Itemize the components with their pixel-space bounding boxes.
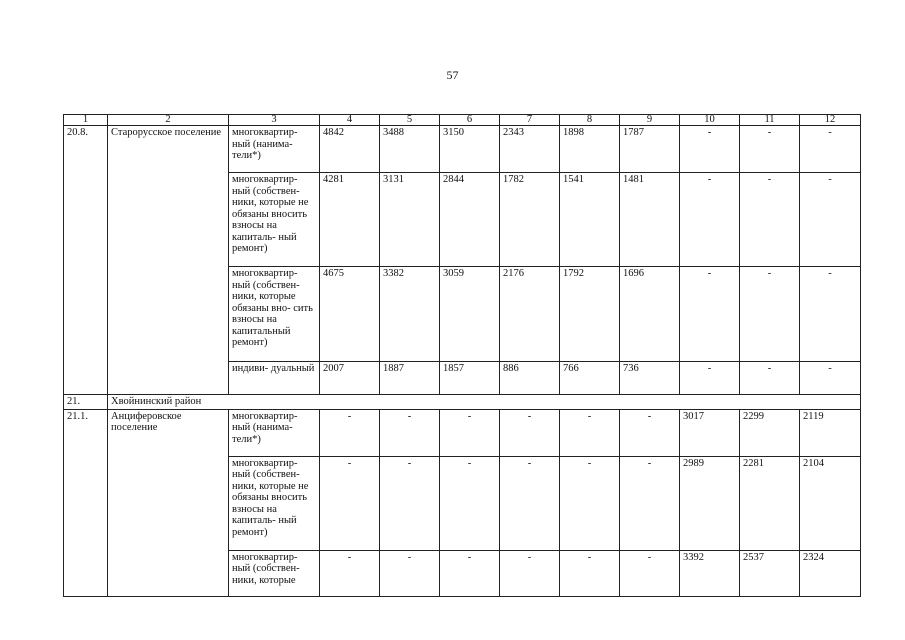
row-number: 20.8. [64,126,108,395]
value-cell: - [380,409,440,456]
value-cell: - [680,126,740,173]
housing-type: многоквартир- ный (нанима- тели*) [229,126,320,173]
column-header: 4 [320,115,380,126]
column-header: 9 [620,115,680,126]
column-header: 1 [64,115,108,126]
value-cell: - [740,173,800,267]
tariff-table [63,114,861,597]
column-header: 10 [680,115,740,126]
value-cell: 4675 [320,267,380,362]
value-cell: 3382 [380,267,440,362]
page-number: 57 [446,68,459,82]
value-cell: - [380,456,440,550]
column-header: 11 [740,115,800,126]
value-cell: - [740,126,800,173]
value-cell: - [440,409,500,456]
column-header: 12 [800,115,861,126]
value-cell: - [440,456,500,550]
value-cell: 2324 [800,550,861,596]
value-cell: - [380,550,440,596]
value-cell: 2989 [680,456,740,550]
value-cell: - [740,267,800,362]
value-cell: 766 [560,362,620,395]
value-cell: - [560,456,620,550]
value-cell: - [320,550,380,596]
value-cell: 3059 [440,267,500,362]
value-cell: 2281 [740,456,800,550]
settlement-name: Старорусское поселение [108,126,229,395]
value-cell: 4281 [320,173,380,267]
value-cell: 3017 [680,409,740,456]
value-cell: - [800,173,861,267]
table-row [64,126,861,173]
value-cell: - [500,409,560,456]
housing-type: многоквартир- ный (собствен- ники, которые [229,550,320,596]
housing-type: многоквартир- ный (собствен- ники, которые не обязаны вносить взносы на капиталь- ный ремонт) [229,173,320,267]
housing-type: многоквартир- ный (собствен- ники, которые не обязаны вносить взносы на капиталь- ный ремонт) [229,456,320,550]
value-cell: 1696 [620,267,680,362]
value-cell: 1898 [560,126,620,173]
value-cell: - [440,550,500,596]
value-cell: 2176 [500,267,560,362]
value-cell: 1782 [500,173,560,267]
housing-type: многоквартир- ный (нанима- тели*) [229,409,320,456]
value-cell: 2537 [740,550,800,596]
column-header: 6 [440,115,500,126]
value-cell: - [620,550,680,596]
value-cell: 886 [500,362,560,395]
column-header: 2 [108,115,229,126]
value-cell: - [560,409,620,456]
value-cell: - [680,267,740,362]
district-name: Хвойнинский район [108,395,861,410]
value-cell: - [740,362,800,395]
value-cell: - [620,409,680,456]
value-cell: - [800,362,861,395]
value-cell: 2007 [320,362,380,395]
value-cell: - [680,173,740,267]
value-cell: 2343 [500,126,560,173]
value-cell: 3488 [380,126,440,173]
value-cell: 2844 [440,173,500,267]
settlement-name: Анциферовское поселение [108,409,229,596]
value-cell: - [560,550,620,596]
value-cell: 1481 [620,173,680,267]
value-cell: - [320,409,380,456]
value-cell: - [620,456,680,550]
value-cell: 2299 [740,409,800,456]
value-cell: 3150 [440,126,500,173]
value-cell: - [800,126,861,173]
value-cell: 3131 [380,173,440,267]
value-cell: 1541 [560,173,620,267]
value-cell: - [800,267,861,362]
value-cell: 3392 [680,550,740,596]
column-header: 3 [229,115,320,126]
value-cell: - [500,550,560,596]
value-cell: 1792 [560,267,620,362]
value-cell: - [500,456,560,550]
value-cell: 1787 [620,126,680,173]
housing-type: индиви- дуальный [229,362,320,395]
column-header: 8 [560,115,620,126]
value-cell: 736 [620,362,680,395]
value-cell: 1857 [440,362,500,395]
column-header: 7 [500,115,560,126]
header-row [64,115,861,126]
value-cell: 2119 [800,409,861,456]
value-cell: 1887 [380,362,440,395]
row-number: 21. [64,395,108,410]
value-cell: 2104 [800,456,861,550]
table-row [64,409,861,456]
value-cell: - [680,362,740,395]
value-cell: - [320,456,380,550]
district-row [64,395,861,410]
value-cell: 4842 [320,126,380,173]
column-header: 5 [380,115,440,126]
housing-type: многоквартир- ный (собствен- ники, которые обязаны вно- сить взносы на капитальный ремонт) [229,267,320,362]
row-number: 21.1. [64,409,108,596]
